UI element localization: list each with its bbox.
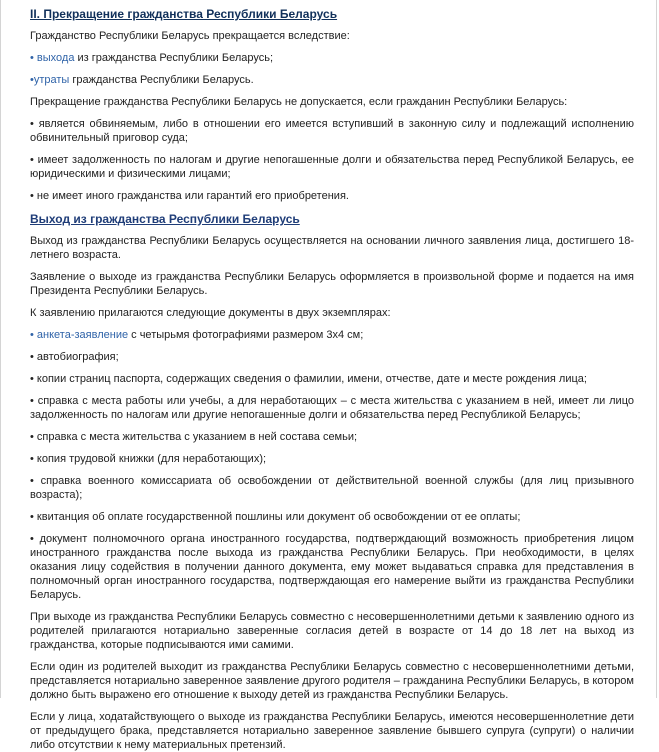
bullet-icon: • [30, 475, 41, 487]
section-heading-exit[interactable]: Выход из гражданства Республики Беларусь [30, 212, 300, 226]
doc-item-passport: • копии страниц паспорта, содержащих сведения о фамилии, имени, отчестве, дате и месте рождения лица; [30, 373, 587, 385]
bullet-icon: • [30, 511, 37, 523]
bullet-icon: • [30, 74, 34, 86]
exit-paragraph-application: Заявление о выходе из гражданства Республики Беларусь оформляется в произвольной форме и подается на имя Президента Республики Беларусь. [30, 271, 634, 297]
doc-item-foreign-document: • документ полномочного органа иностранного государства, подтверждающий возможность приобретения лицом иностранного гражданства после выхода из гражданства Республики Беларусь. При необходимости, в целях оказания лицу содействия в получении данного документа, ему может выдаваться справка для представления в полномочный орган иностранного государства, подтверждающая его намерение выйти из гражданства Республики Беларусь. [30, 533, 634, 601]
documents-intro: К заявлению прилагаются следующие документы в двух экземплярах: [30, 307, 391, 319]
bullet-icon: • [30, 154, 38, 166]
doc-item-family-certificate: • справка с места жительства с указанием в ней состава семьи; [30, 431, 358, 443]
not-allowed-intro: Прекращение гражданства Республики Беларусь не допускается, если гражданин Республики Беларусь: [30, 96, 568, 108]
bullet-icon: • [30, 431, 37, 443]
application-form-link[interactable]: анкета-заявление [36, 329, 129, 341]
bullet-icon: • [30, 190, 37, 202]
doc-item-form: • анкета-заявление с четырьмя фотографиями размером 3х4 см; [30, 329, 364, 341]
doc-item-work-book: • копия трудовой книжки (для неработающих); [30, 453, 267, 465]
paragraph-previous-marriage: Если у лица, ходатайствующего о выходе из гражданства Республики Беларусь, имеются несовершеннолетние дети от предыдущего брака, представляется нотариально заверенное заявление бывшего супруга (супруги) о наличии либо отсутствии к нему материальных претензий. [30, 711, 634, 751]
loss-link[interactable]: утраты [33, 74, 70, 86]
doc-item-work-certificate: • справка с места работы или учебы, а для неработающих – с места жительства с указанием в ней, имеет ли лицо задолженность по налогам или другие непогашенные долги и обязательства перед Республикой Беларусь; [30, 395, 634, 421]
section-heading-termination: II. Прекращение гражданства Республики Беларусь [30, 7, 338, 21]
bullet-icon: • [30, 533, 40, 545]
list-item-loss: •утраты гражданства Республики Беларусь. [30, 74, 254, 86]
termination-intro: Гражданство Республики Беларусь прекращается вследствие: [30, 30, 350, 42]
bullet-icon: • [30, 52, 37, 64]
bullet-icon: • [30, 453, 37, 465]
bullet-icon: • [30, 118, 39, 130]
exit-link[interactable]: выхода [36, 52, 75, 64]
condition-accused: • является обвиняемым, либо в отношении его имеется вступивший в законную силу и подлежащий исполнению обвинительный приговор суда; [30, 118, 634, 144]
exit-paragraph-basis: Выход из гражданства Республики Беларусь осуществляется на основании личного заявления лица, достигшего 18-летнего возраста. [30, 235, 634, 261]
bullet-icon: • [30, 373, 37, 385]
list-item-exit: • выхода из гражданства Республики Беларусь; [30, 52, 274, 64]
paragraph-children-consent: При выходе из гражданства Республики Беларусь совместно с несовершеннолетними детьми к заявлению одного из родителей прилагаются нотариально заверенные согласия детей в возрасте от 14 до 18 лет на выход из гражданства, которые подписываются ими самими. [30, 611, 634, 651]
doc-item-fee-receipt: • квитанция об оплате государственной пошлины или документ об освобождении от ее оплаты; [30, 511, 521, 523]
paragraph-other-parent: Если один из родителей выходит из гражданства Республики Беларусь совместно с несовершеннолетними детьми, представляется нотариально заверенное заявление другого родителя – гражданина Республики Беларусь, в котором должно быть выражено его отношение к выходу детей из гражданства Республики Беларусь. [30, 661, 634, 701]
doc-item-autobiography: • автобиография; [30, 351, 119, 363]
condition-debts: • имеет задолженность по налогам и другие непогашенные долги и обязательства перед Республикой Беларусь, ее юридическими и физическими лицами; [30, 154, 634, 180]
condition-no-other-citizenship: • не имеет иного гражданства или гарантий его приобретения. [30, 190, 349, 202]
bullet-icon: • [30, 329, 37, 341]
doc-item-military: • справка военного комиссариата об освобождении от действительной военной службы (для лиц призывного возраста); [30, 475, 634, 501]
bullet-icon: • [30, 351, 37, 363]
bullet-icon: • [30, 395, 38, 407]
